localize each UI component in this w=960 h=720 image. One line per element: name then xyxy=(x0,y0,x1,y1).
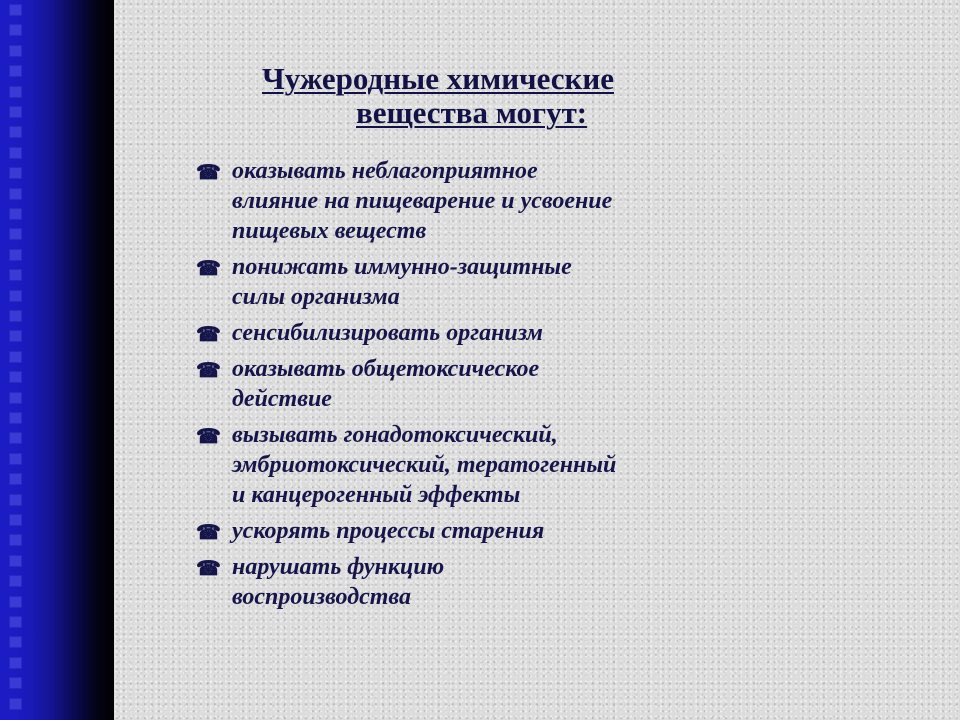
band-square xyxy=(9,310,22,322)
band-square xyxy=(9,698,22,710)
band-square xyxy=(9,371,22,383)
band-square xyxy=(9,534,22,546)
item-line: сенсибилизировать организм xyxy=(232,320,543,346)
band-square xyxy=(9,616,22,628)
band-square xyxy=(9,432,22,444)
item-line: и канцерогенный эффекты xyxy=(232,482,521,508)
band-square xyxy=(9,126,22,138)
title-line-1: Чужеродные химические xyxy=(262,61,614,96)
band-square xyxy=(9,555,22,567)
band-square xyxy=(9,65,22,77)
band-square xyxy=(9,147,22,159)
band-square xyxy=(9,249,22,261)
band-square xyxy=(9,208,22,220)
band-square xyxy=(9,188,22,200)
band-square xyxy=(9,330,22,342)
item-line: пищевых веществ xyxy=(232,218,427,244)
band-square xyxy=(9,351,22,363)
item-line: нарушать функцию xyxy=(232,554,445,580)
list-item xyxy=(196,552,776,612)
telephone-icon: ☎ xyxy=(196,522,221,544)
band-square xyxy=(9,596,22,608)
band-square xyxy=(9,636,22,648)
band-square xyxy=(9,392,22,404)
telephone-icon: ☎ xyxy=(196,558,221,580)
band-square xyxy=(9,269,22,281)
square-column-decoration xyxy=(9,0,23,720)
band-square xyxy=(9,86,22,98)
band-square xyxy=(9,677,22,689)
telephone-icon: ☎ xyxy=(196,258,221,280)
list-item xyxy=(196,252,776,312)
item-line: понижать иммунно-защитные xyxy=(232,254,572,280)
band-square xyxy=(9,453,22,465)
band-square xyxy=(9,514,22,526)
bullet-list xyxy=(196,156,776,618)
list-item xyxy=(196,516,776,546)
telephone-icon: ☎ xyxy=(196,360,221,382)
band-square xyxy=(9,106,22,118)
band-square xyxy=(9,167,22,179)
telephone-icon: ☎ xyxy=(196,162,221,184)
item-line: воспроизводства xyxy=(232,584,411,610)
item-line: вызывать гонадотоксический, xyxy=(232,422,558,448)
band-square xyxy=(9,290,22,302)
band-square xyxy=(9,4,22,16)
band-square xyxy=(9,45,22,57)
item-line: влияние на пищеварение и усвоение xyxy=(232,188,613,214)
list-item xyxy=(196,318,776,348)
item-line: силы организма xyxy=(232,284,400,310)
title-line-2: вещества могут: xyxy=(356,95,588,130)
list-item xyxy=(196,354,776,414)
telephone-icon: ☎ xyxy=(196,426,221,448)
left-decorative-band xyxy=(0,0,114,720)
band-square xyxy=(9,412,22,424)
band-square xyxy=(9,657,22,669)
item-line: эмбриотоксический, тератогенный xyxy=(232,452,617,478)
list-item xyxy=(196,156,776,246)
band-square xyxy=(9,24,22,36)
list-item xyxy=(196,420,776,510)
band-square xyxy=(9,473,22,485)
item-line: оказывать общетоксическое xyxy=(232,356,540,382)
band-square xyxy=(9,494,22,506)
item-line: оказывать неблагоприятное xyxy=(232,158,538,184)
band-square xyxy=(9,228,22,240)
telephone-icon: ☎ xyxy=(196,324,221,346)
item-line: действие xyxy=(232,386,332,412)
item-line: ускорять процессы старения xyxy=(232,518,545,544)
slide-title xyxy=(262,62,702,130)
band-square xyxy=(9,575,22,587)
